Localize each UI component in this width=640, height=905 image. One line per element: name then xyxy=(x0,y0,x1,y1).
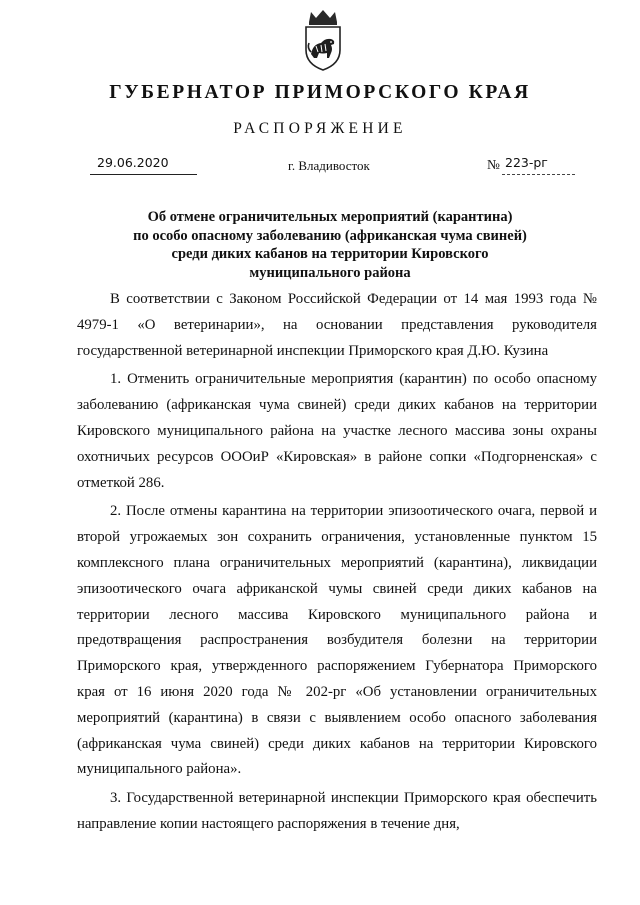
date-underline xyxy=(90,174,197,175)
document-heading xyxy=(60,208,600,282)
document-city: г. Владивосток xyxy=(288,158,370,173)
number-sign: № xyxy=(487,157,500,172)
document-date: 29.06.2020 xyxy=(97,155,169,170)
document-type: РАСПОРЯЖЕНИЕ xyxy=(233,120,407,137)
coat-of-arms-icon xyxy=(301,8,345,72)
heading-line: Об отмене ограничительных мероприятий (карантина) xyxy=(147,209,513,225)
clause-2-paragraph: 2. После отмены карантина на территории эпизоотического очага, первой и второй угрожаемых зон сохранить ограничения, установленные пунктом 15 комплексного плана ограничительных мероприятий (карантина), ликвидации эпизоотического очага африканской чумы свиней среди диких кабанов на территории лесного массива Кировского муниципального района и предотвращения распространения возбудителя болезни на территории Приморского края, утвержденного распоряжением Губернатора Приморского края от 16 июня 2020 года № 202-рг «Об установлении ограничительных мероприятий (карантина) в связи с выявлением особо опасного заболевания (африканская чума свиней) среди диких кабанов на территории Кировского муниципального района». xyxy=(77,503,597,778)
preamble-paragraph: В соответствии с Законом Российской Федерации от 14 мая 1993 года № 4979-1 «О ветеринарии», на основании представления руководителя государственной ветеринарной инспекции Приморского края Д.Ю. Кузина xyxy=(77,291,597,359)
heading-line: среди диких кабанов на территории Кировского xyxy=(171,246,489,262)
document-number: 223-рг xyxy=(505,155,548,170)
heading-line: по особо опасному заболеванию (африканская чума свиней) xyxy=(133,227,527,244)
document-body xyxy=(77,287,597,838)
clause-3-paragraph: 3. Государственной ветеринарной инспекции Приморского края обеспечить направление копии настоящего распоряжения в течение дня, xyxy=(77,790,597,832)
number-underline xyxy=(502,174,575,175)
issuing-authority: ГУБЕРНАТОР ПРИМОРСКОГО КРАЯ xyxy=(109,82,531,103)
clause-1-paragraph: 1. Отменить ограничительные мероприятия (карантин) по особо опасному заболеванию (африканская чума свиней) среди диких кабанов на территории Кировского муниципального района на участке лесного массива зоны охраны охотничьих ресурсов ОООиР «Кировская» в районе сопки «Подгорненская» с отметкой 286. xyxy=(77,371,597,491)
heading-line: муниципального района xyxy=(249,264,411,281)
